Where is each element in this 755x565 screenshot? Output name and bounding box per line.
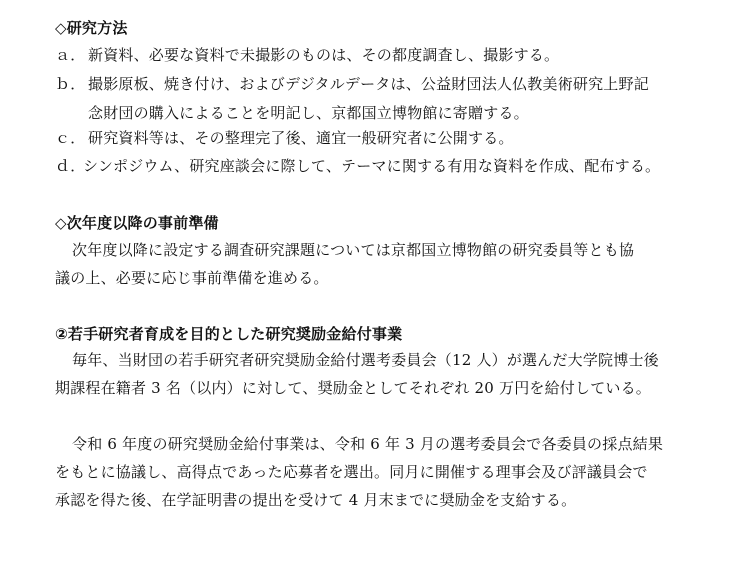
list-item-text: 新資料、必要な資料で未撮影のものは、その都度調査し、撮影する。 <box>88 46 560 64</box>
section-heading-preparation: ◇次年度以降の事前準備 <box>55 214 219 232</box>
scholarship-paragraph-2-line-1: 令和 6 年度の研究奨励金給付事業は、令和 6 年 3 月の選考委員会で各委員の採点結果 <box>72 435 664 453</box>
list-item-label: ｄ． <box>55 157 86 175</box>
list-item-b-continuation: 念財団の購入によることを明記し、京都国立博物館に寄贈する。 <box>88 104 529 122</box>
scholarship-paragraph-2-line-2: をもとに協議し、高得点であった応募者を選出。同月に開催する理事会及び評議員会で <box>55 463 648 481</box>
scholarship-paragraph-1-line-1: 毎年、当財団の若手研究者研究奨励金給付選考委員会（12 人）が選んだ大学院博士後 <box>72 351 659 369</box>
scholarship-paragraph-1-line-2: 期課程在籍者 3 名（以内）に対して、奨励金としてそれぞれ 20 万円を給付している。 <box>55 379 652 397</box>
section-heading-scholarship: ②若手研究者育成を目的とした研究奨励金給付事業 <box>55 325 403 343</box>
scholarship-paragraph-2-line-3: 承認を得た後、在学証明書の提出を受けて 4 月末までに奨励金を支給する。 <box>55 491 577 509</box>
list-item-label: ｂ． <box>55 75 86 93</box>
list-item-d <box>55 156 660 176</box>
list-item-label: ｃ． <box>55 129 86 147</box>
list-item-text: シンポジウム、研究座談会に際して、テーマに関する有用な資料を作成、配布する。 <box>83 157 661 175</box>
list-item-a <box>55 45 559 65</box>
list-item-label: ａ． <box>55 46 86 64</box>
list-item-b <box>55 74 649 94</box>
list-item-c <box>55 128 514 148</box>
preparation-paragraph-line-2: 議の上、必要に応じ事前準備を進める。 <box>55 269 329 287</box>
list-item-text: 撮影原板、焼き付け、およびデジタルデータは、公益財団法人仏教美術研究上野記 <box>88 75 649 93</box>
preparation-paragraph-line-1: 次年度以降に設定する調査研究課題については京都国立博物館の研究委員等とも協 <box>72 241 635 259</box>
section-heading-research-method: ◇研究方法 <box>55 19 128 37</box>
list-item-text: 研究資料等は、その整理完了後、適宜一般研究者に公開する。 <box>88 129 514 147</box>
